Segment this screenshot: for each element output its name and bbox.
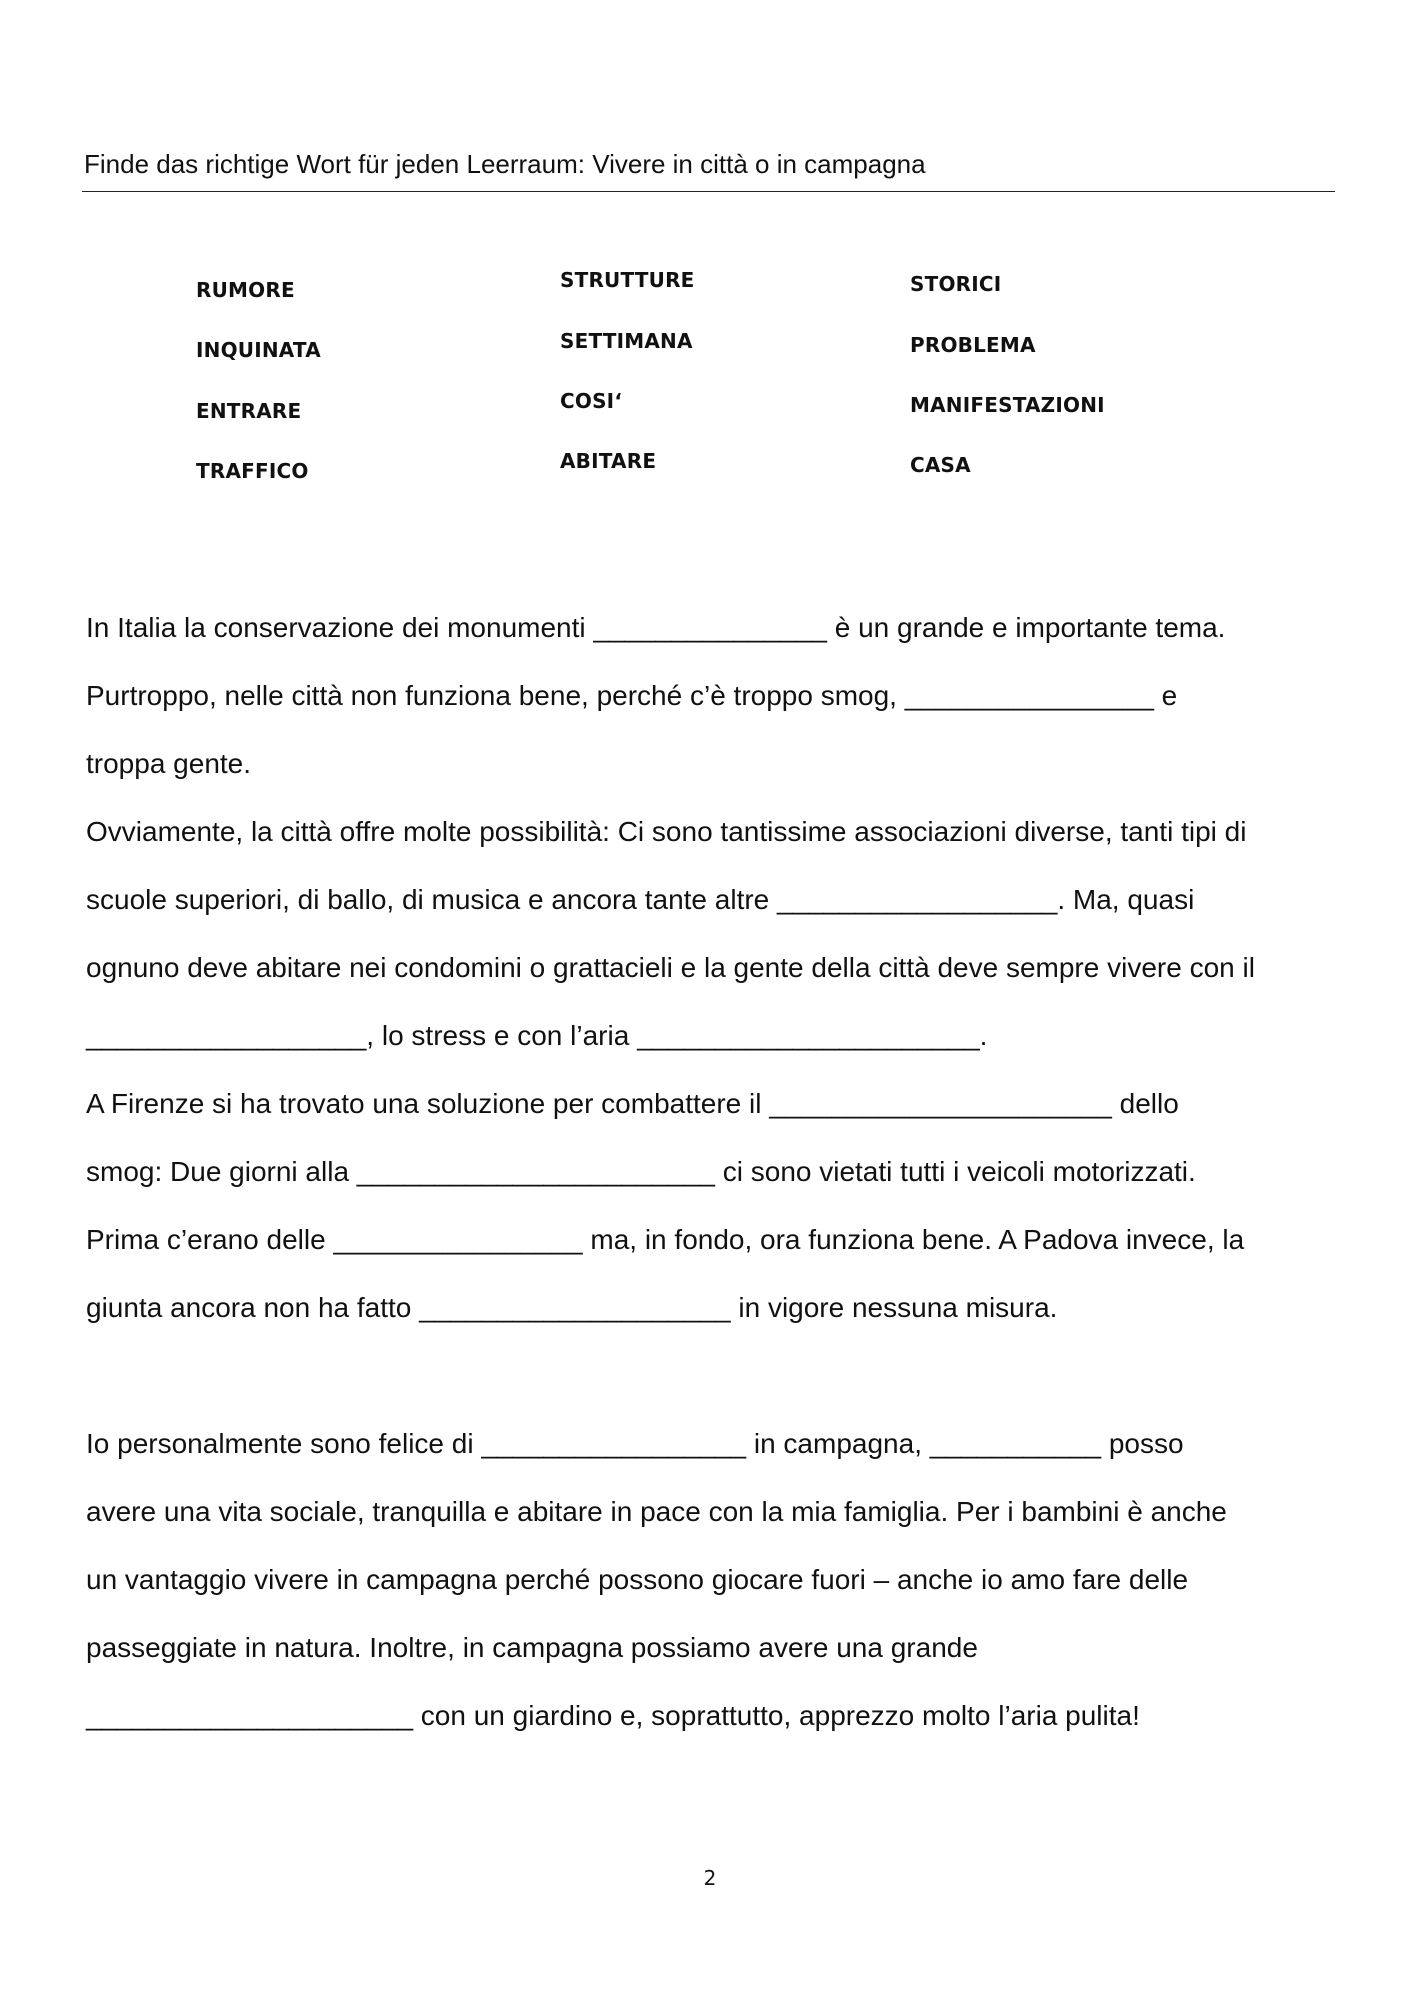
text-line: Purtroppo, nelle città non funziona bene, perché c’è troppo smog, ________________ e — [86, 680, 1178, 711]
word-bank-item: STORICI — [910, 272, 1002, 296]
text-line: un vantaggio vivere in campagna perché possono giocare fuori – anche io amo fare delle — [86, 1564, 1189, 1595]
title-underline — [82, 191, 1335, 192]
text-line: Io personalmente sono felice di _________________ in campagna, ___________ posso — [86, 1428, 1184, 1459]
worksheet-title: Finde das richtige Wort für jeden Leerraum: Vivere in città o in campagna — [84, 149, 926, 179]
word-bank-item: RUMORE — [196, 278, 295, 302]
text-line: giunta ancora non ha fatto ____________________ in vigore nessuna misura. — [86, 1292, 1058, 1323]
word-bank-item: ENTRARE — [196, 399, 302, 423]
text-line: avere una vita sociale, tranquilla e abitare in pace con la mia famiglia. Per i bambini è anche — [86, 1496, 1227, 1527]
text-line: smog: Due giorni alla _______________________ ci sono vietati tutti i veicoli motorizzati. — [86, 1156, 1196, 1187]
text-line: ognuno deve abitare nei condomini o grattacieli e la gente della città deve sempre vivere con il — [86, 952, 1255, 983]
word-bank-item: COSI‘ — [560, 389, 623, 413]
word-bank-item: CASA — [910, 453, 971, 477]
word-bank-item: SETTIMANA — [560, 329, 693, 353]
text-line: scuole superiori, di ballo, di musica e ancora tante altre __________________. Ma, quasi — [86, 884, 1195, 915]
text-line: __________________, lo stress e con l’aria ______________________. — [86, 1020, 988, 1051]
text-line: _____________________ con un giardino e, soprattutto, apprezzo molto l’aria pulita! — [86, 1700, 1140, 1731]
text-line: A Firenze si ha trovato una soluzione per combattere il ______________________ dello — [86, 1088, 1179, 1119]
text-line: Ovviamente, la città offre molte possibilità: Ci sono tantissime associazioni diverse, tanti tipi di — [86, 816, 1247, 847]
word-bank-item: INQUINATA — [196, 338, 321, 362]
text-line: In Italia la conservazione dei monumenti _______________ è un grande e importante tema. — [86, 612, 1226, 643]
word-bank-item: STRUTTURE — [560, 268, 695, 292]
text-line: Prima c’erano delle ________________ ma, in fondo, ora funziona bene. A Padova invece, la — [86, 1224, 1245, 1255]
word-bank-item: MANIFESTAZIONI — [910, 393, 1105, 417]
text-line: passeggiate in natura. Inoltre, in campagna possiamo avere una grande — [86, 1632, 978, 1663]
word-bank-item: PROBLEMA — [910, 333, 1036, 357]
word-bank-item: ABITARE — [560, 449, 657, 473]
page-number: 2 — [703, 1866, 717, 1890]
text-line: troppa gente. — [86, 748, 252, 779]
word-bank-item: TRAFFICO — [196, 459, 309, 483]
